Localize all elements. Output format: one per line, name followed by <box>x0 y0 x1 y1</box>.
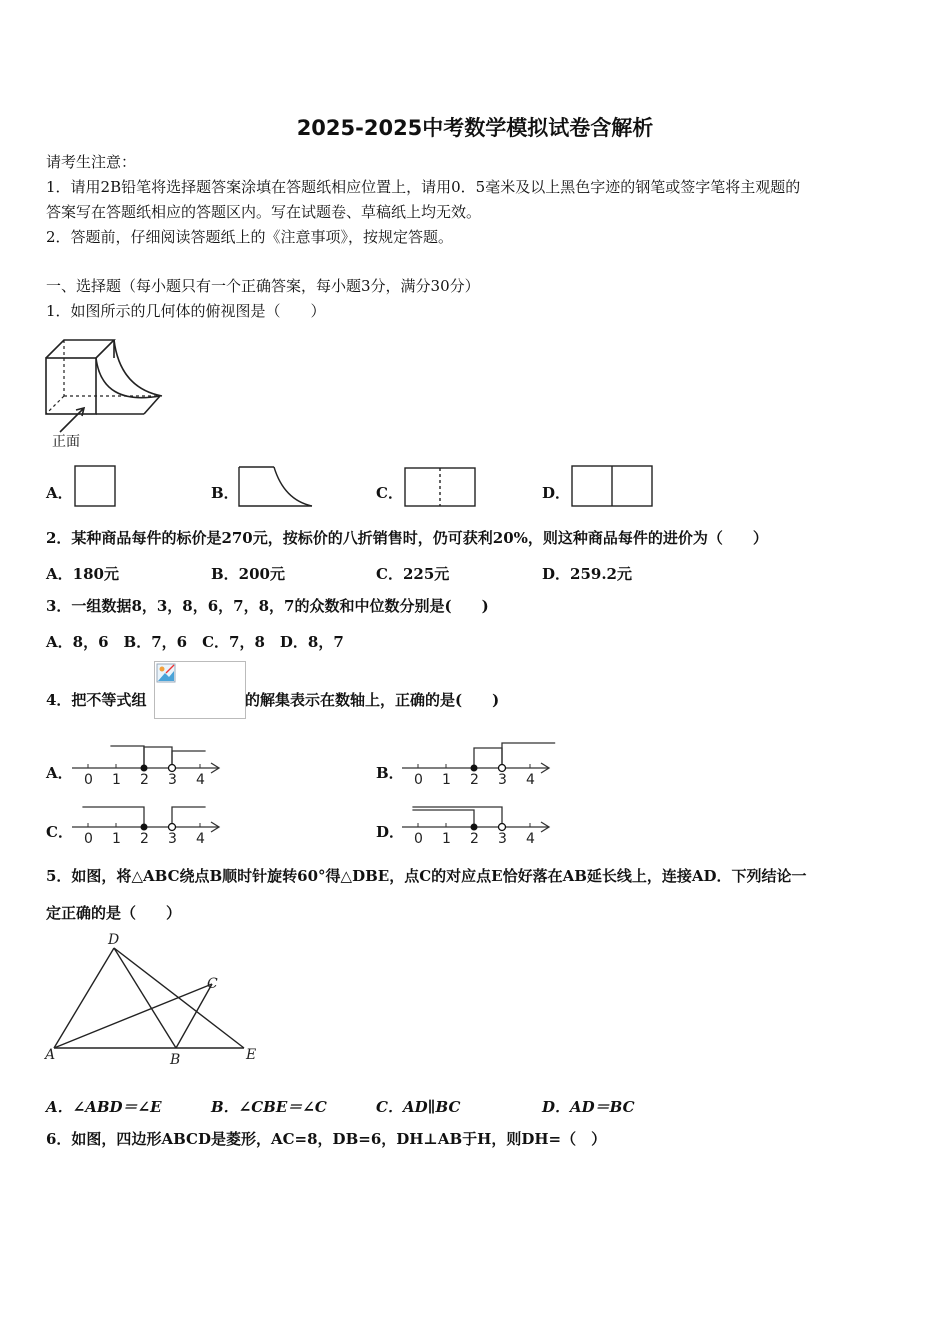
q4-option-d-number-line <box>400 801 555 851</box>
solution-ray <box>172 751 206 768</box>
tick-label: 1 <box>112 831 121 847</box>
closed-point <box>141 765 148 772</box>
tick-label: 4 <box>526 772 535 788</box>
tick-label: 1 <box>442 831 451 847</box>
q4-stem-before: 4．把不等式组 <box>46 691 147 709</box>
q2-option-d: D．259.2元 <box>542 565 632 583</box>
q1-front-label: 正面 <box>52 434 80 450</box>
tick-label: 3 <box>168 831 177 847</box>
q1-stem: 1．如图所示的几何体的俯视图是（ ） <box>46 302 326 320</box>
q5-stem-line-1: 5．如图，将△ABC绕点B顺时针旋转60°得△DBE，点C的对应点E恰好落在AB延长线上，连接AD．下列结论一 <box>46 867 807 885</box>
q2-option-a: A．180元 <box>46 565 119 583</box>
solution-ray <box>144 747 172 768</box>
q5-option-a: A．∠ABD＝∠E <box>46 1098 162 1116</box>
solution-ray <box>474 748 502 768</box>
solution-ray <box>172 807 206 827</box>
tick-label: 2 <box>470 772 479 788</box>
q4-option-a-label: A． <box>46 764 73 782</box>
tick-label: 4 <box>196 772 205 788</box>
q2-stem: 2．某种商品每件的标价是270元，按标价的八折销售时，仍可获利20%，则这种商品每件的进价为（ ） <box>46 529 768 547</box>
q1-option-c-figure <box>404 467 478 509</box>
q5-option-c: C．AD∥BC <box>376 1098 461 1116</box>
tick-label: 3 <box>498 831 507 847</box>
tick-label: 3 <box>168 772 177 788</box>
q5-point-a: A <box>45 1047 56 1063</box>
q5-stem-line-2: 定正确的是（ ） <box>46 904 182 922</box>
tick-label: 4 <box>196 831 205 847</box>
solution-ray <box>502 743 555 768</box>
notice-item-1-line-2: 答案写在答题纸相应的答题区内。写在试题卷、草稿纸上均无效。 <box>46 203 482 221</box>
q4-option-b-number-line <box>400 742 555 792</box>
q1-option-a-figure <box>74 465 118 509</box>
q4-option-c-number-line <box>70 801 225 851</box>
q5-point-d: D <box>108 932 120 948</box>
broken-image-icon <box>156 663 176 683</box>
solution-ray <box>412 810 474 827</box>
tick-label: 0 <box>84 772 93 788</box>
q3-stem: 3．一组数据8，3，8，6，7，8，7的众数和中位数分别是( ) <box>46 597 489 615</box>
closed-point <box>471 824 478 831</box>
section-heading: 一、选择题（每小题只有一个正确答案，每小题3分，满分30分） <box>46 277 480 295</box>
q4-option-c-label: C． <box>46 823 73 841</box>
open-point <box>169 824 176 831</box>
open-point <box>169 765 176 772</box>
q2-option-c: C．225元 <box>376 565 450 583</box>
notice-item-1-line-1: 1．请用2B铅笔将选择题答案涂填在答题纸相应位置上，请用0．5毫米及以上黑色字迹的钢笔或签字笔将主观题的 <box>46 178 801 196</box>
q6-stem: 6．如图，四边形ABCD是菱形，AC=8，DB=6，DH⊥AB于H，则DH=（ ） <box>46 1130 607 1148</box>
page-title: 2025-2025中考数学模拟试卷含解析 <box>296 116 654 140</box>
q1-option-b-label: B． <box>211 484 239 502</box>
q1-option-b-figure <box>238 466 314 510</box>
q5-point-b: B <box>170 1052 181 1068</box>
q4-stem-after: 的解集表示在数轴上，正确的是( ) <box>245 691 500 709</box>
notice-item-2: 2．答题前，仔细阅读答题纸上的《注意事项》，按规定答题。 <box>46 228 454 246</box>
q3-options: A．8，6 B．7，6 C．7，8 D．8，7 <box>46 633 344 651</box>
q5-option-b: B．∠CBE＝∠C <box>211 1098 327 1116</box>
q1-option-c-label: C． <box>376 484 403 502</box>
q1-option-d-label: D． <box>542 484 571 502</box>
tick-label: 3 <box>498 772 507 788</box>
tick-label: 0 <box>414 831 423 847</box>
tick-label: 4 <box>526 831 535 847</box>
q2-option-b: B．200元 <box>211 565 285 583</box>
tick-label: 2 <box>140 831 149 847</box>
q5-point-c: C <box>207 976 218 992</box>
closed-point <box>141 824 148 831</box>
closed-point <box>471 765 478 772</box>
tick-label: 2 <box>470 831 479 847</box>
q4-option-a-number-line <box>70 742 225 792</box>
solution-ray <box>82 807 144 827</box>
tick-label: 1 <box>112 772 121 788</box>
q4-option-d-label: D． <box>376 823 405 841</box>
tick-label: 0 <box>414 772 423 788</box>
solution-ray <box>110 746 144 768</box>
tick-label: 1 <box>442 772 451 788</box>
inequality-system-image <box>154 661 246 719</box>
q5-point-e: E <box>246 1047 257 1063</box>
q5-option-d: D．AD＝BC <box>542 1098 635 1116</box>
open-point <box>499 824 506 831</box>
notice-heading: 请考生注意： <box>46 153 137 171</box>
q5-triangle-figure <box>44 930 264 1068</box>
q4-option-b-label: B． <box>376 764 404 782</box>
open-point <box>499 765 506 772</box>
tick-label: 0 <box>84 831 93 847</box>
q1-option-d-figure <box>571 465 655 509</box>
tick-label: 2 <box>140 772 149 788</box>
q1-option-a-label: A． <box>46 484 73 502</box>
